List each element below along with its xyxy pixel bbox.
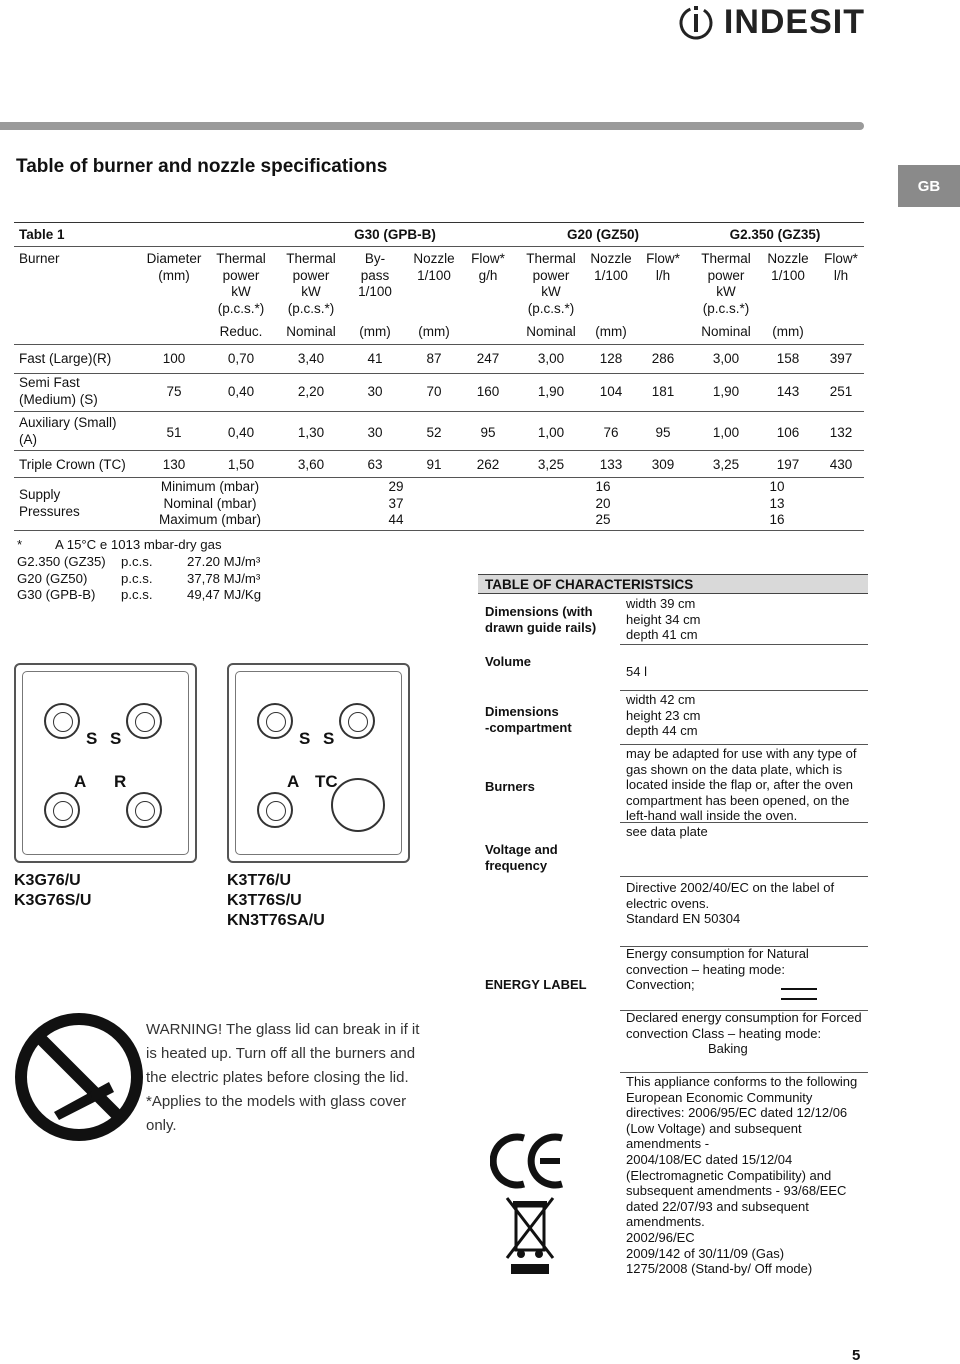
burner-name: Auxiliary (Small) (A) <box>19 415 117 447</box>
notes-star: * <box>17 537 23 552</box>
burner-name: Fast (Large)(R) <box>19 351 112 366</box>
column-subheader: (mm) <box>772 324 804 339</box>
characteristics-title: TABLE OF CHARACTERISTSICS <box>478 574 868 594</box>
table-cell: 70 <box>426 384 442 399</box>
column-header: By-pass 1/100 <box>358 251 392 299</box>
table-cell: 247 <box>476 351 500 366</box>
table-cell: 132 <box>829 425 853 440</box>
gas-notes <box>17 537 261 604</box>
supply-g30-nom: 37 <box>388 495 404 511</box>
table-cell: 106 <box>776 425 800 440</box>
energy-class-blank <box>781 988 817 990</box>
table-cell: 1,50 <box>227 457 255 472</box>
char-label: Burners <box>485 779 535 794</box>
warning-text: WARNING! The glass lid can break in if it is heated up. Turn off all the burners and the electric plates before closing the lid. *Applies to the models with glass cover only. <box>146 1021 420 1134</box>
burner-label: S <box>299 729 311 748</box>
notes-pcs: p.c.s. <box>121 553 153 569</box>
table-cell: 262 <box>476 457 500 472</box>
table-cell: 1,90 <box>712 384 740 399</box>
table-cell: 51 <box>166 425 182 440</box>
table-cell: 75 <box>166 384 182 399</box>
char-value: see data plate <box>626 824 708 839</box>
model-name: K3G76/U <box>14 872 81 889</box>
column-header: Thermal power kW (p.c.s.*) <box>701 251 751 316</box>
notes-value: 49,47 MJ/Kg <box>187 587 262 603</box>
table-cell: 41 <box>367 351 383 366</box>
hob-diagram-1 <box>14 663 197 863</box>
notes-pcs: p.c.s. <box>121 570 153 586</box>
notes-value: 37,78 MJ/m³ <box>187 570 261 586</box>
table-cell: 130 <box>162 457 186 472</box>
table-cell: 160 <box>476 384 500 399</box>
char-value: width 39 cm height 34 cm depth 41 cm <box>626 596 701 643</box>
table-cell: 63 <box>367 457 383 472</box>
burner-dial-icon <box>126 792 162 828</box>
ce-mark-icon <box>490 1132 568 1190</box>
supply-g20-nom: 20 <box>595 495 611 511</box>
supply-g20-max: 25 <box>595 512 611 527</box>
char-value: This appliance conforms to the following European Economic Community directives: 2006/95/EC dated 12/12/06 (Low Voltage) and subsequent amendments - 2004/108/EC dated 15/12/04 (Electromagnetic Compatibility) and subsequent amendments - 93/68/EEC dated 22/07/93 and subsequent amendments. 2002/96/EC 2009/142 of 30/11/09 (Gas) 1275/2008 (Stand-by/ Off mode) <box>626 1074 858 1277</box>
column-header: Nozzle 1/100 <box>413 251 455 283</box>
burner-label: S <box>323 729 335 748</box>
table-label: Table 1 <box>19 227 65 242</box>
group-header-g30: G30 (GPB-B) <box>354 227 436 242</box>
column-subheader: (mm) <box>418 324 450 339</box>
char-label: Dimensions -compartment <box>485 704 572 735</box>
column-header: Thermal power kW (p.c.s.*) <box>526 251 576 316</box>
notes-gas: G2.350 (GZ35) <box>17 553 106 569</box>
notes-gas: G30 (GPB-B) <box>17 587 96 603</box>
char-value-mode: Baking <box>708 1041 748 1056</box>
table-cell: 181 <box>651 384 675 399</box>
model-name: KN3T76SA/U <box>227 912 325 929</box>
table-cell: 87 <box>426 351 442 366</box>
column-header: Thermal power kW (p.c.s.*) <box>216 251 266 316</box>
table-cell: 133 <box>599 457 623 472</box>
burner-table <box>0 0 960 560</box>
notes-line1: A 15°C e 1013 mbar-dry gas <box>55 537 222 552</box>
table-cell: 0,40 <box>227 425 255 440</box>
burner-dial-icon <box>257 703 293 739</box>
table-cell: 52 <box>426 425 442 440</box>
column-subheader: Reduc. <box>219 324 263 339</box>
table-cell: 3,25 <box>712 457 740 472</box>
table-cell: 143 <box>776 384 800 399</box>
burner-dial-icon <box>126 703 162 739</box>
burner-label: S <box>110 729 122 748</box>
column-subheader: (mm) <box>359 324 391 339</box>
table-cell: 3,00 <box>712 351 740 366</box>
table-cell: 430 <box>829 457 853 472</box>
burner-name: Triple Crown (TC) <box>19 457 126 472</box>
table-cell: 30 <box>367 425 383 440</box>
notes-pcs: p.c.s. <box>121 587 153 603</box>
char-label: ENERGY LABEL <box>485 977 587 992</box>
table-cell: 1,90 <box>537 384 565 399</box>
table-cell: 158 <box>776 351 800 366</box>
column-subheader: (mm) <box>595 324 627 339</box>
brand-name: INDESIT <box>723 2 865 41</box>
column-subheader: Nominal <box>701 324 751 339</box>
supply-max-label: Maximum (mbar) <box>158 512 261 527</box>
burner-label: TC <box>315 772 338 791</box>
column-header: Burner <box>19 251 60 266</box>
table-cell: 3,40 <box>297 351 325 366</box>
supply-g2350-max: 16 <box>769 512 785 527</box>
column-subheader: Nominal <box>286 324 336 339</box>
column-subheader: Nominal <box>526 324 576 339</box>
burner-dial-icon <box>44 792 80 828</box>
supply-g30-max: 44 <box>388 512 404 527</box>
energy-class-blank <box>781 998 817 1000</box>
burner-dial-icon <box>44 703 80 739</box>
table-cell: 91 <box>426 457 442 472</box>
page-title: Table of burner and nozzle specifications <box>16 156 388 177</box>
no-heat-lid-warning-icon <box>14 1012 144 1142</box>
column-header: Nozzle 1/100 <box>767 251 809 283</box>
hob-diagram-2 <box>227 663 410 863</box>
burner-label: R <box>114 772 127 791</box>
char-label: Dimensions (with drawn guide rails) <box>485 604 597 635</box>
table-cell: 397 <box>829 351 853 366</box>
table-cell: 1,30 <box>297 425 325 440</box>
language-tab: GB <box>898 165 960 207</box>
char-value: Energy consumption for Natural convection – heating mode: Convection; <box>626 946 809 993</box>
table-cell: 95 <box>480 425 496 440</box>
burner-dial-icon <box>257 792 293 828</box>
char-label: Voltage and frequency <box>485 842 558 873</box>
supply-min-label: Minimum (mbar) <box>160 479 260 494</box>
models-hob-2 <box>227 871 325 931</box>
supply-g20-min: 16 <box>595 479 611 494</box>
triple-crown-burner-icon <box>331 778 385 832</box>
model-name: K3T76S/U <box>227 892 302 909</box>
group-header-g20: G20 (GZ50) <box>566 227 640 242</box>
supply-g2350-min: 10 <box>769 479 785 494</box>
column-header: Flow* l/h <box>824 251 858 283</box>
row-divider <box>620 644 868 645</box>
table-cell: 2,20 <box>297 384 325 399</box>
burner-dial-icon <box>339 703 375 739</box>
table-cell: 30 <box>367 384 383 399</box>
burner-label: A <box>74 772 87 791</box>
row-divider <box>620 876 868 877</box>
column-header: Flow* g/h <box>471 251 505 283</box>
supply-g2350-nom: 13 <box>769 495 785 511</box>
supply-g30-min: 29 <box>388 479 404 494</box>
table-cell: 1,00 <box>712 425 740 440</box>
table-cell: 128 <box>599 351 623 366</box>
row-divider <box>620 1072 868 1073</box>
page-number: 5 <box>852 1347 861 1364</box>
char-value: may be adapted for use with any type of gas shown on the data plate, which is located inside the flap or, after the oven compartment has been opened, on the left-hand wall inside the oven. <box>626 746 857 824</box>
burner-label: A <box>287 772 300 791</box>
table-cell: 0,40 <box>227 384 255 399</box>
table-cell: 309 <box>651 457 675 472</box>
model-name: K3G76S/U <box>14 892 92 909</box>
models-hob-1 <box>14 871 91 911</box>
table-cell: 76 <box>603 425 619 440</box>
table-cell: 100 <box>162 351 186 366</box>
table-cell: 286 <box>651 351 675 366</box>
supply-label: Supply Pressures <box>19 487 80 519</box>
notes-gas: G20 (GZ50) <box>17 570 88 586</box>
column-header: Nozzle 1/100 <box>590 251 632 283</box>
table-cell: 0,70 <box>227 351 255 366</box>
table-cell: 3,25 <box>537 457 565 472</box>
column-header: Flow* l/h <box>646 251 680 283</box>
table-cell: 3,00 <box>537 351 565 366</box>
table-cell: 3,60 <box>297 457 325 472</box>
group-header-g2350: G2.350 (GZ35) <box>729 227 821 242</box>
notes-value: 27.20 MJ/m³ <box>187 553 261 569</box>
model-name: K3T76/U <box>227 872 292 889</box>
char-value: Declared energy consumption for Forced convection Class – heating mode: <box>626 1010 862 1041</box>
row-divider <box>620 744 868 745</box>
table-cell: 1,00 <box>537 425 565 440</box>
row-divider <box>620 690 868 691</box>
weee-bin-icon <box>505 1192 555 1278</box>
column-header: Thermal power kW (p.c.s.*) <box>286 251 336 316</box>
table-cell: 95 <box>655 425 671 440</box>
table-cell: 251 <box>829 384 853 399</box>
table-cell: 197 <box>776 457 800 472</box>
char-label: Volume <box>485 654 531 669</box>
burner-label: S <box>86 729 98 748</box>
table-cell: 104 <box>599 384 623 399</box>
char-value: width 42 cm height 23 cm depth 44 cm <box>626 692 701 739</box>
char-value: 54 l <box>626 664 647 679</box>
supply-nom-label: Nominal (mbar) <box>163 495 257 511</box>
burner-name: Semi Fast (Medium) (S) <box>19 375 98 407</box>
char-value: Directive 2002/40/EC on the label of electric ovens. Standard EN 50304 <box>626 880 835 927</box>
column-header: Diameter (mm) <box>146 251 202 283</box>
